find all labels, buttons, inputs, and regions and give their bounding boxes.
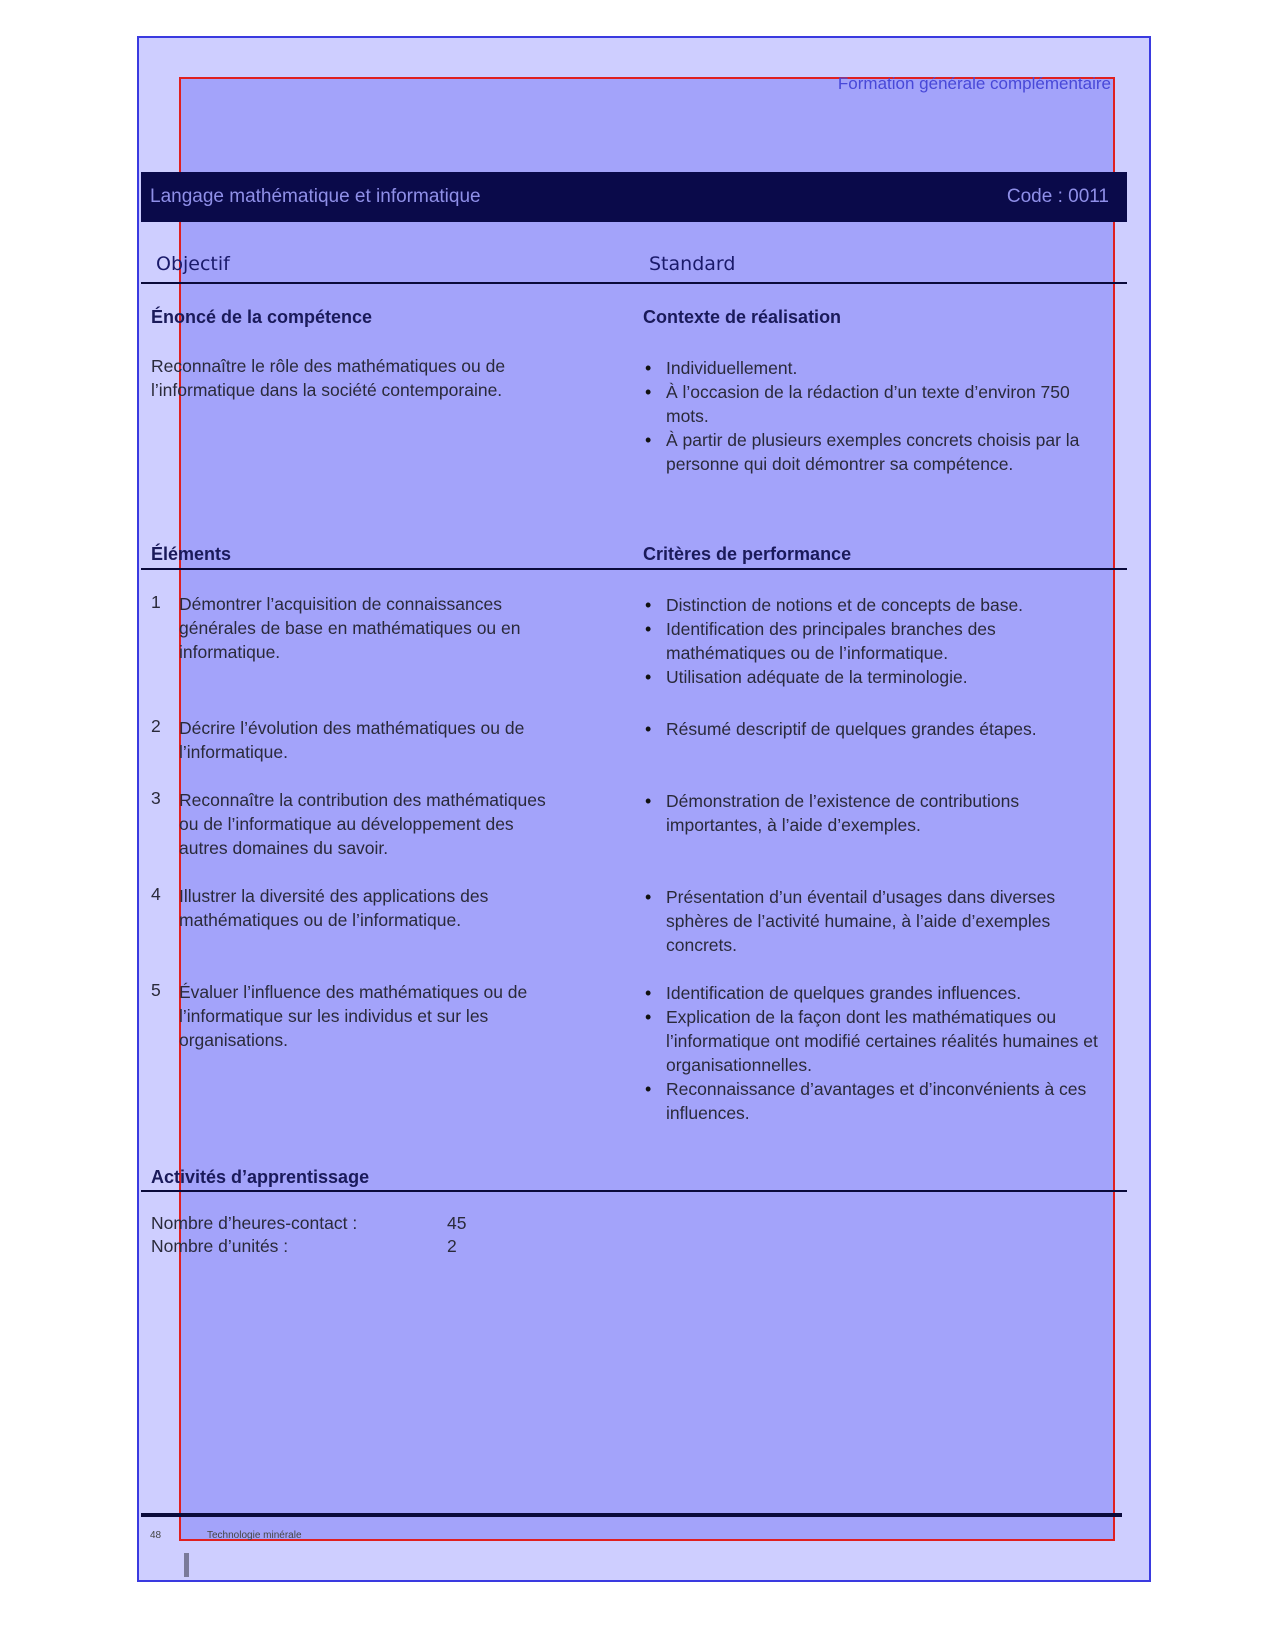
element-text: Décrire l’évolution des mathématiques ou de l’informatique. bbox=[179, 718, 525, 762]
list-item: • Individuellement. bbox=[644, 356, 1104, 380]
divider bbox=[141, 1190, 1127, 1192]
criteria-list bbox=[644, 789, 1104, 837]
element-text: Évaluer l’influence des mathématiques ou de l’informatique sur les individus et sur les organisations. bbox=[179, 982, 528, 1050]
criteres-heading: Critères de performance bbox=[643, 544, 852, 564]
element-text: Démontrer l’acquisition de connaissances générales de base en mathématiques ou en informatique. bbox=[179, 594, 521, 662]
unites-label: Nombre d’unités : bbox=[151, 1236, 289, 1256]
competence-heading: Énoncé de la compétence bbox=[151, 307, 373, 327]
list-item: • Présentation d’un éventail d’usages dans diverses sphères de l’activité humaine, à l’aide d’exemples concrets. bbox=[644, 885, 1104, 957]
list-item: • Identification de quelques grandes influences. bbox=[644, 981, 1104, 1005]
column-objectif: Objectif bbox=[156, 253, 230, 275]
activites-heading: Activités d’apprentissage bbox=[151, 1167, 370, 1187]
list-item: • Reconnaissance d’avantages et d’inconvénients à ces influences. bbox=[644, 1077, 1104, 1125]
contexte-heading: Contexte de réalisation bbox=[643, 307, 842, 327]
heures-row bbox=[151, 1213, 467, 1234]
footer-divider bbox=[141, 1513, 1122, 1517]
list-item: • Distinction de notions et de concepts de base. bbox=[644, 593, 1104, 617]
column-standard: Standard bbox=[649, 253, 736, 275]
title-bar bbox=[141, 172, 1127, 222]
element-number: 3 bbox=[151, 788, 161, 808]
criteria-list bbox=[644, 885, 1104, 957]
criteria-list bbox=[644, 981, 1104, 1125]
list-item: • Utilisation adéquate de la terminologie. bbox=[644, 665, 1104, 689]
list-item: • Explication de la façon dont les mathématiques ou l’informatique ont modifié certaines réalités humaines et organisationnelles. bbox=[644, 1005, 1104, 1077]
element-number: 5 bbox=[151, 980, 161, 1000]
element-number: 1 bbox=[151, 592, 161, 612]
list-item: • Résumé descriptif de quelques grandes étapes. bbox=[644, 717, 1104, 741]
list-item: • À l’occasion de la rédaction d’un texte d’environ 750 mots. bbox=[644, 380, 1104, 428]
page-number: 48 bbox=[150, 1530, 162, 1541]
element-number: 2 bbox=[151, 716, 161, 736]
heures-label: Nombre d’heures-contact : bbox=[151, 1213, 358, 1233]
unites-row bbox=[151, 1236, 457, 1257]
element-text: Illustrer la diversité des applications des mathématiques ou de l’informatique. bbox=[179, 886, 489, 930]
cursor-marker bbox=[184, 1553, 189, 1577]
list-item: • Démonstration de l’existence de contributions importantes, à l’aide d’exemples. bbox=[644, 789, 1104, 837]
course-code: Code : 0011 bbox=[1006, 186, 1109, 207]
criteria-list bbox=[644, 717, 1104, 741]
competence-text: Reconnaître le rôle des mathématiques ou de l’informatique dans la société contemporaine. bbox=[151, 356, 506, 400]
header-label: Formation générale complémentaire bbox=[837, 74, 1111, 93]
element-text: Reconnaître la contribution des mathématiques ou de l’informatique au développement des autres domaines du savoir. bbox=[179, 790, 546, 858]
divider bbox=[141, 282, 1127, 284]
elements-heading: Éléments bbox=[151, 544, 232, 564]
list-item: • Identification des principales branches des mathématiques ou de l’informatique. bbox=[644, 617, 1104, 665]
contexte-list bbox=[644, 356, 1104, 476]
document-title: Langage mathématique et informatique bbox=[150, 186, 481, 207]
list-item: • À partir de plusieurs exemples concrets choisis par la personne qui doit démontrer sa compétence. bbox=[644, 428, 1104, 476]
heures-value: 45 bbox=[447, 1213, 467, 1233]
unites-value: 2 bbox=[447, 1236, 457, 1256]
criteria-list bbox=[644, 593, 1104, 689]
footer-program: Technologie minérale bbox=[207, 1530, 302, 1541]
element-number: 4 bbox=[151, 884, 161, 904]
divider bbox=[141, 568, 1127, 570]
